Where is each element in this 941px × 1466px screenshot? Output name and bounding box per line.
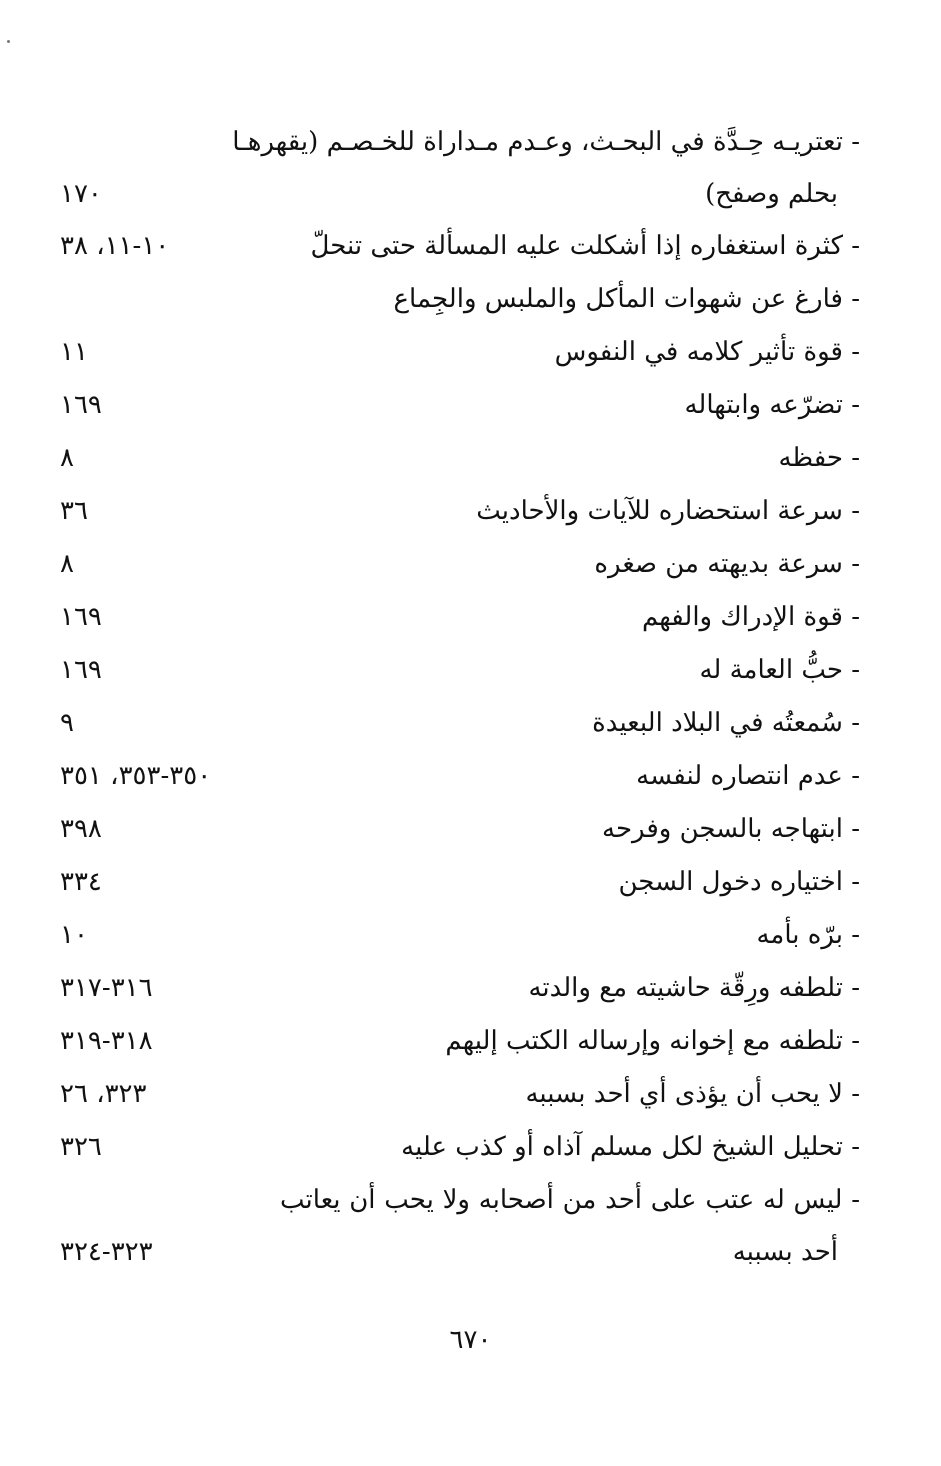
entry-text: - تضرّعه وابتهاله: [684, 390, 860, 420]
entry-pages: ٣٩٨: [60, 814, 102, 844]
index-entry: [60, 115, 860, 169]
entry-text: - تلطفه مع إخوانه وإرساله الكتب إليهم: [445, 1026, 860, 1056]
index-entry: [60, 1014, 860, 1068]
entry-text: - تحليل الشيخ لكل مسلم آذاه أو كذب عليه: [401, 1132, 860, 1162]
entry-text: - برّه بأمه: [756, 920, 860, 950]
entry-pages: ١٧٠: [60, 179, 102, 209]
index-entry: [60, 855, 860, 909]
index-entry: [60, 802, 860, 856]
entry-pages: ٣٣٤: [60, 867, 102, 897]
entry-text: أحد بسببه: [732, 1237, 838, 1267]
index-entry: [60, 643, 860, 697]
entry-text: - لا يحب أن يؤذى أي أحد بسببه: [525, 1079, 860, 1109]
index-entry: [60, 908, 860, 962]
entry-text: - ابتهاجه بالسجن وفرحه: [602, 814, 860, 844]
entry-pages: ١٦٩: [60, 390, 102, 420]
index-entry: [60, 696, 860, 750]
entry-text: - قوة تأثير كلامه في النفوس: [554, 337, 860, 367]
index-entry: [60, 1225, 860, 1279]
entry-text: - سُمعتُه في البلاد البعيدة: [592, 708, 860, 738]
entry-pages: ٨: [60, 549, 74, 579]
entry-pages: ٣١٦-٣١٧: [60, 973, 153, 1003]
entry-text: - تعتريـه حِـدَّة في البحـث، وعـدم مـداراة للخـصـم (يقهرهـا: [232, 127, 860, 157]
entry-text: - حفظه: [778, 443, 860, 473]
index-entry: [60, 431, 860, 485]
index-entry: [60, 1067, 860, 1121]
entry-pages: ٣٢٦: [60, 1132, 102, 1162]
entry-pages: [60, 115, 300, 169]
entry-pages: ٣٢٣، ٢٦: [60, 1079, 147, 1109]
index-entry: [60, 590, 860, 644]
entry-text: - عدم انتصاره لنفسه: [636, 761, 860, 791]
entry-text: - سرعة بديهته من صغره: [594, 549, 860, 579]
entry-pages: ٣١٨-٣١٩: [60, 1026, 153, 1056]
index-entry: [60, 749, 860, 803]
index-entry: [60, 272, 860, 326]
index-entry: [60, 961, 860, 1015]
entry-pages: [60, 272, 300, 326]
index-entry: [60, 167, 860, 221]
entry-pages: ٣٢٣-٣٢٤: [60, 1237, 153, 1267]
entry-pages: ١١: [60, 337, 88, 367]
index-entry: [60, 325, 860, 379]
entry-text: - قوة الإدراك والفهم: [641, 602, 860, 632]
entry-pages: ١٦٩: [60, 602, 102, 632]
entry-pages: ١٦٩: [60, 655, 102, 685]
entry-text: - سرعة استحضاره للآيات والأحاديث: [476, 496, 860, 526]
entry-text: - اختياره دخول السجن: [618, 867, 860, 897]
index-entry: [60, 378, 860, 432]
entry-pages: [60, 1173, 300, 1227]
entry-text: بحلم وصفح): [705, 179, 838, 209]
index-entry: [60, 537, 860, 591]
entry-text: - ليس له عتب على أحد من أصحابه ولا يحب أن يعاتب: [280, 1185, 860, 1215]
index-entry: [60, 484, 860, 538]
entry-pages: ١٠: [60, 920, 88, 950]
index-entry: [60, 1173, 860, 1227]
entry-pages: ٣٦: [60, 496, 88, 526]
entry-text: - كثرة استغفاره إذا أشكلت عليه المسألة حتى تنحلّ: [310, 231, 860, 261]
index-entry: [60, 219, 860, 273]
index-entry: [60, 1120, 860, 1174]
entry-pages: ٨: [60, 443, 74, 473]
entry-text: - حبُّ العامة له: [699, 655, 860, 685]
page-number: ٦٧٠: [449, 1325, 492, 1355]
entry-pages: ٩: [60, 708, 74, 738]
entry-text: - تلطفه ورِقّة حاشيته مع والدته: [528, 973, 860, 1003]
entry-pages: ٣٥٠-٣٥٣، ٣٥١: [60, 761, 212, 791]
entry-text: - فارغ عن شهوات المأكل والملبس والجِماع: [393, 284, 860, 314]
entry-pages: ١٠-١١، ٣٨: [60, 231, 170, 261]
scan-speck: [7, 40, 10, 43]
